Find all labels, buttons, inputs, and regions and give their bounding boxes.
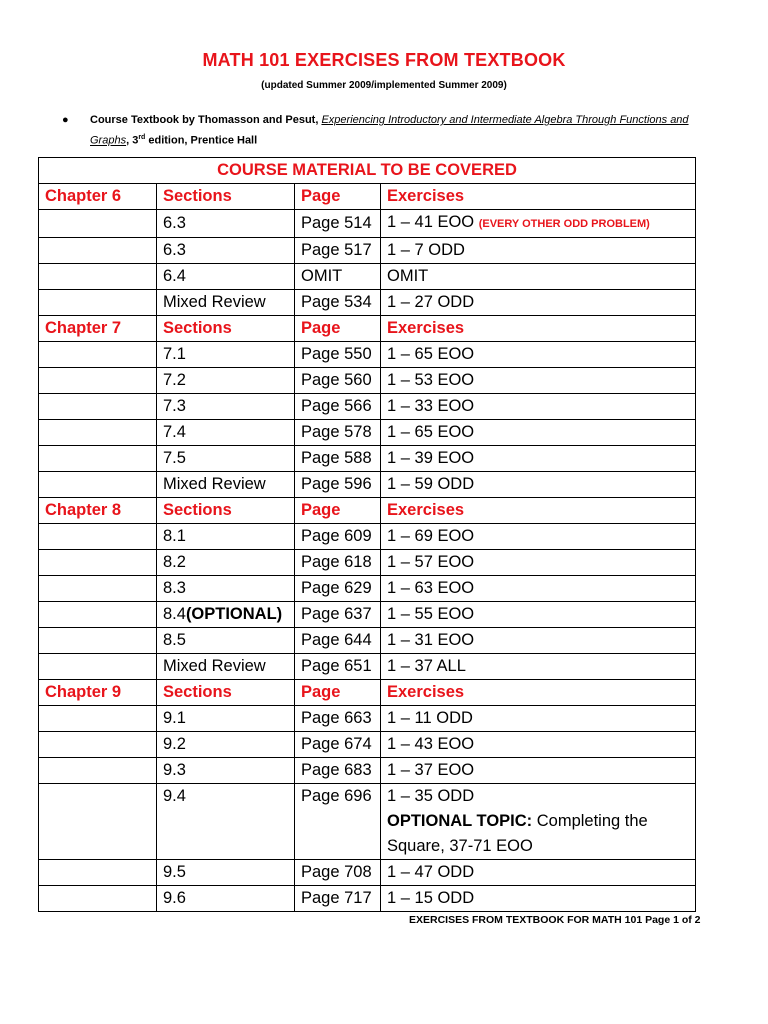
section-cell: [157, 368, 295, 394]
table-row: [39, 784, 696, 860]
section-number: 8.5: [163, 631, 186, 649]
chapter-spacer-cell: [39, 886, 157, 912]
section-cell: [157, 758, 295, 784]
chapter-spacer-cell: [39, 210, 157, 238]
textbook-citation: [90, 112, 690, 150]
section-number: 8.3: [163, 579, 186, 597]
exercises-text: 1 – 7 ODD: [387, 241, 465, 259]
page-cell: Page 629: [295, 576, 381, 602]
exercises-cell: [381, 706, 696, 732]
chapter-spacer-cell: [39, 784, 157, 860]
exercises-cell: [381, 446, 696, 472]
column-label-sections: Sections: [157, 680, 295, 706]
chapter-header-row: [39, 316, 696, 342]
exercises-text: 1 – 53 EOO: [387, 371, 475, 389]
section-number: 6.4: [163, 267, 186, 285]
page-cell: Page 550: [295, 342, 381, 368]
page-cell: Page 663: [295, 706, 381, 732]
table-row: [39, 886, 696, 912]
page-subtitle: (updated Summer 2009/implemented Summer 2009): [261, 80, 507, 91]
exercises-cell: [381, 524, 696, 550]
table-row: [39, 420, 696, 446]
table-row: [39, 210, 696, 238]
exercises-text: 1 – 31 EOO: [387, 631, 475, 649]
section-cell: [157, 524, 295, 550]
edition-superscript: rd: [138, 134, 146, 141]
exercises-text: 1 – 65 EOO: [387, 423, 475, 441]
chapter-label: Chapter 9: [39, 680, 157, 706]
exercises-text: 1 – 63 EOO: [387, 579, 475, 597]
chapter-spacer-cell: [39, 550, 157, 576]
page-cell: Page 560: [295, 368, 381, 394]
chapter-label: Chapter 7: [39, 316, 157, 342]
section-cell: [157, 342, 295, 368]
column-label-page: Page: [295, 680, 381, 706]
chapter-spacer-cell: [39, 420, 157, 446]
table-row: [39, 446, 696, 472]
page-cell: OMIT: [295, 264, 381, 290]
section-number: 8.1: [163, 527, 186, 545]
column-label-exercises: Exercises: [381, 498, 696, 524]
optional-tag: (OPTIONAL): [185, 605, 283, 623]
column-label-page: Page: [295, 316, 381, 342]
page-cell: Page 696: [295, 784, 381, 860]
column-label-page: Page: [295, 498, 381, 524]
section-cell: [157, 472, 295, 498]
section-number: 6.3: [163, 214, 186, 232]
exercises-text: 1 – 65 EOO: [387, 345, 475, 363]
section-number: 7.1: [163, 345, 186, 363]
chapter-spacer-cell: [39, 394, 157, 420]
page-cell: Page 596: [295, 472, 381, 498]
page-cell: Page 514: [295, 210, 381, 238]
page-cell: Page 609: [295, 524, 381, 550]
section-cell: [157, 860, 295, 886]
section-cell: [157, 210, 295, 238]
exercises-cell: [381, 860, 696, 886]
section-number: 7.3: [163, 397, 186, 415]
page-cell: Page 651: [295, 654, 381, 680]
section-cell: [157, 706, 295, 732]
section-cell: [157, 576, 295, 602]
chapter-spacer-cell: [39, 860, 157, 886]
section-cell: [157, 654, 295, 680]
exercises-cell: [381, 210, 696, 238]
page-cell: Page 578: [295, 420, 381, 446]
chapter-spacer-cell: [39, 238, 157, 264]
citation-suffix: edition, Prentice Hall: [145, 134, 258, 147]
section-number: 8.4: [163, 605, 186, 623]
page-cell: Page 566: [295, 394, 381, 420]
exercises-cell: [381, 290, 696, 316]
column-label-sections: Sections: [157, 316, 295, 342]
exercises-text: 1 – 11 ODD: [387, 709, 473, 727]
section-number: 9.2: [163, 735, 186, 753]
chapter-label: Chapter 6: [39, 184, 157, 210]
section-number: Mixed Review: [163, 657, 266, 675]
exercises-cell: [381, 394, 696, 420]
citation-prefix: Course Textbook by Thomasson and Pesut,: [90, 114, 322, 126]
optional-topic-text: Completing the Square, 37-71 EOO: [387, 812, 648, 855]
column-label-exercises: Exercises: [381, 316, 696, 342]
exercises-cell: [381, 472, 696, 498]
section-number: 7.2: [163, 371, 186, 389]
section-number: 9.3: [163, 761, 186, 779]
section-cell: [157, 394, 295, 420]
exercises-text: 1 – 27 ODD: [387, 293, 475, 311]
table-row: [39, 706, 696, 732]
chapter-spacer-cell: [39, 290, 157, 316]
exercises-text: 1 – 57 EOO: [387, 553, 475, 571]
chapter-spacer-cell: [39, 446, 157, 472]
page-cell: Page 637: [295, 602, 381, 628]
column-label-exercises: Exercises: [381, 680, 696, 706]
table-header-row: [39, 158, 696, 184]
table-row: [39, 550, 696, 576]
chapter-spacer-cell: [39, 758, 157, 784]
chapter-spacer-cell: [39, 264, 157, 290]
page-cell: Page 534: [295, 290, 381, 316]
table-row: [39, 368, 696, 394]
chapter-spacer-cell: [39, 342, 157, 368]
book-title: Experiencing Introductory and Intermediate Algebra Through Functions and Graphs: [90, 114, 689, 147]
column-label-sections: Sections: [157, 498, 295, 524]
section-number: 7.4: [163, 423, 186, 441]
chapter-spacer-cell: [39, 654, 157, 680]
table-row: [39, 576, 696, 602]
exercises-text: OMIT: [387, 267, 429, 285]
course-material-table: [38, 157, 696, 912]
optional-topic-label: OPTIONAL TOPIC:: [387, 812, 533, 830]
column-label-exercises: Exercises: [381, 184, 696, 210]
section-cell: [157, 628, 295, 654]
exercises-cell: [381, 550, 696, 576]
exercises-cell: [381, 264, 696, 290]
section-cell: [157, 550, 295, 576]
section-cell: [157, 784, 295, 860]
exercises-cell: [381, 628, 696, 654]
exercises-text: 1 – 41 EOO: [387, 213, 479, 231]
page-cell: Page 708: [295, 860, 381, 886]
chapter-header-row: [39, 498, 696, 524]
table-row: [39, 758, 696, 784]
exercises-cell: [381, 732, 696, 758]
chapter-header-row: [39, 680, 696, 706]
table-row: [39, 602, 696, 628]
page-cell: Page 618: [295, 550, 381, 576]
bullet-dot-icon: ●: [62, 114, 69, 126]
page-footer: EXERCISES FROM TEXTBOOK FOR MATH 101 Page 1 of 2: [409, 914, 701, 926]
exercises-cell: [381, 342, 696, 368]
column-label-page: Page: [295, 184, 381, 210]
section-number: Mixed Review: [163, 475, 266, 493]
exercises-text: 1 – 59 ODD: [387, 475, 475, 493]
page-cell: Page 683: [295, 758, 381, 784]
table-row: [39, 394, 696, 420]
chapter-spacer-cell: [39, 368, 157, 394]
section-cell: [157, 420, 295, 446]
table-header: COURSE MATERIAL TO BE COVERED: [39, 158, 696, 184]
page-cell: Page 674: [295, 732, 381, 758]
exercises-text: 1 – 37 ALL: [387, 657, 466, 675]
section-cell: [157, 886, 295, 912]
section-cell: [157, 602, 295, 628]
section-number: 9.6: [163, 889, 186, 907]
section-number: 6.3: [163, 241, 186, 259]
table-row: [39, 342, 696, 368]
page-cell: Page 588: [295, 446, 381, 472]
exercises-text: 1 – 55 EOO: [387, 605, 475, 623]
exercises-cell: [381, 368, 696, 394]
exercises-cell: [381, 758, 696, 784]
exercises-text: 1 – 33 EOO: [387, 397, 475, 415]
section-cell: [157, 290, 295, 316]
section-number: 8.2: [163, 553, 186, 571]
table-row: [39, 238, 696, 264]
section-cell: [157, 264, 295, 290]
exercise-note: (EVERY OTHER ODD PROBLEM): [478, 218, 650, 230]
exercises-cell: [381, 602, 696, 628]
table-row: [39, 264, 696, 290]
edition-number: , 3: [126, 134, 139, 147]
section-cell: [157, 238, 295, 264]
chapter-label: Chapter 8: [39, 498, 157, 524]
chapter-header-row: [39, 184, 696, 210]
table-row: [39, 290, 696, 316]
section-cell: [157, 446, 295, 472]
exercises-text: 1 – 37 EOO: [387, 761, 475, 779]
chapter-spacer-cell: [39, 732, 157, 758]
exercises-cell: [381, 238, 696, 264]
exercises-cell: [381, 420, 696, 446]
page-title: MATH 101 EXERCISES FROM TEXTBOOK: [202, 50, 566, 70]
table-row: [39, 472, 696, 498]
chapter-spacer-cell: [39, 576, 157, 602]
exercises-cell: [381, 886, 696, 912]
chapter-spacer-cell: [39, 602, 157, 628]
table-row: [39, 524, 696, 550]
exercises-text: 1 – 35 ODD: [387, 787, 475, 805]
exercises-cell: [381, 576, 696, 602]
section-number: 9.5: [163, 863, 186, 881]
exercises-cell: [381, 654, 696, 680]
section-number: 7.5: [163, 449, 186, 467]
table-row: [39, 860, 696, 886]
page-cell: Page 717: [295, 886, 381, 912]
page-cell: Page 517: [295, 238, 381, 264]
column-label-sections: Sections: [157, 184, 295, 210]
section-cell: [157, 732, 295, 758]
chapter-spacer-cell: [39, 628, 157, 654]
section-number: 9.4: [163, 787, 186, 805]
chapter-spacer-cell: [39, 706, 157, 732]
exercises-text: 1 – 69 EOO: [387, 527, 475, 545]
exercises-text: 1 – 47 ODD: [387, 863, 475, 881]
chapter-spacer-cell: [39, 472, 157, 498]
table-row: [39, 628, 696, 654]
exercises-text: 1 – 39 EOO: [387, 449, 475, 467]
section-number: 9.1: [163, 709, 186, 727]
section-number: Mixed Review: [163, 293, 266, 311]
exercises-text: 1 – 15 ODD: [387, 889, 475, 907]
exercises-cell: [381, 784, 696, 860]
chapter-spacer-cell: [39, 524, 157, 550]
table-row: [39, 732, 696, 758]
page-cell: Page 644: [295, 628, 381, 654]
table-row: [39, 654, 696, 680]
exercises-text: 1 – 43 EOO: [387, 735, 475, 753]
